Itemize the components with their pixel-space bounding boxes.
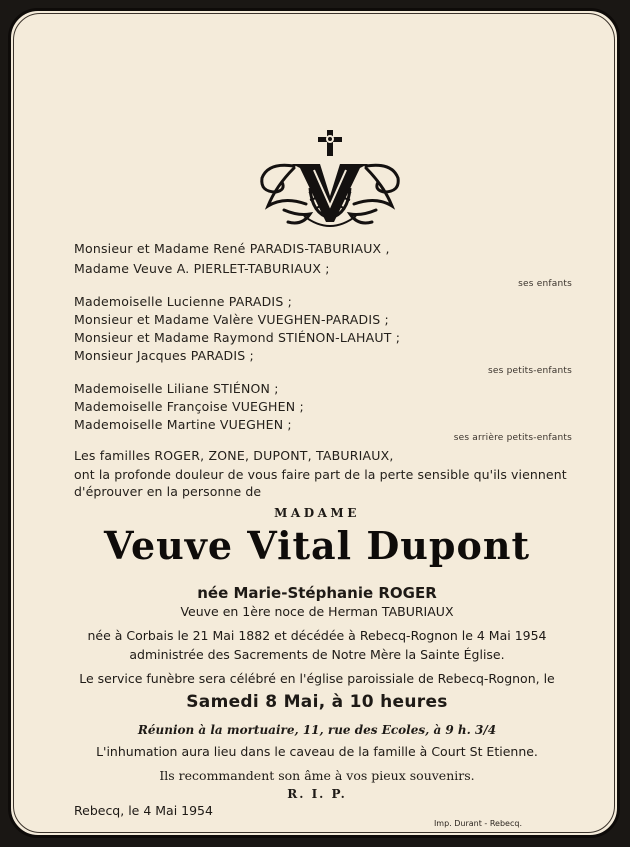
family-line: Mademoiselle Françoise VUEGHEN ; [74,399,304,414]
deceased-name: Veuve Vital Dupont [103,523,531,568]
honorific: MADAME [274,506,360,520]
place-and-date: Rebecq, le 4 Mai 1954 [74,803,213,818]
family-line: Monsieur Jacques PARADIS ; [74,348,254,363]
maiden-name: née Marie-Stéphanie ROGER [197,584,437,602]
inhumation-line: L'inhumation aura lieu dans le caveau de la famille à Court St Etienne. [96,744,538,759]
printer-credit: Imp. Durant - Rebecq. [433,819,522,828]
family-line: Mademoiselle Liliane STIÉNON ; [74,381,279,396]
birth-death-line: née à Corbais le 21 Mai 1882 et décédée à Rebecq-Rognon le 4 Mai 1954 [87,628,547,643]
families-line: Les familles ROGER, ZONE, DUPONT, TABURIAUX, [74,448,394,463]
announcement-text: ont la profonde douleur de vous faire part de la perte sensible qu'ils viennent d'éprouver en la personne de [74,467,567,499]
family-line: Madame Veuve A. PIERLET-TABURIAUX ; [74,261,330,276]
family-line: Mademoiselle Martine VUEGHEN ; [74,417,292,432]
relation-label-children: ses enfants [518,279,572,289]
relation-label-great-grandchildren: ses arrière petits-enfants [453,433,572,443]
reunion-line: Réunion à la mortuaire, 11, rue des Ecoles, à 9 h. 3/4 [137,723,497,737]
monogram-ornament-icon [254,126,406,238]
family-line: Mademoiselle Lucienne PARADIS ; [74,294,293,309]
family-line: Monsieur et Madame René PARADIS-TABURIAUX , [74,241,390,256]
sacraments-line: administrée des Sacrements de Notre Mère la Sainte Église. [129,647,505,662]
recommendation-line: Ils recommandent son âme à vos pieux souvenirs. [159,768,475,783]
family-line: Monsieur et Madame Valère VUEGHEN-PARADIS ; [74,312,389,327]
family-line: Monsieur et Madame Raymond STIÉNON-LAHAUT ; [74,330,401,345]
service-date: Samedi 8 Mai, à 10 heures [186,692,448,712]
relation-label-grandchildren: ses petits-enfants [488,366,572,376]
rip-line: R. I. P. [287,787,347,801]
service-line: Le service funèbre sera célébré en l'église paroissiale de Rebecq-Rognon, le [79,671,555,686]
widow-of-line: Veuve en 1ère noce de Herman TABURIAUX [180,604,454,619]
mourning-card [8,8,620,838]
